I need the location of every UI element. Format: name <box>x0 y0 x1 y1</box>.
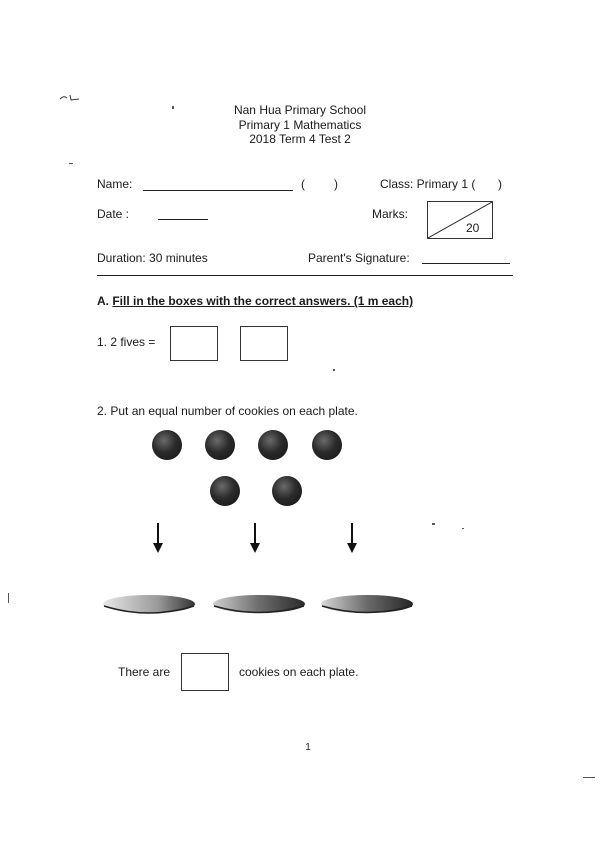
section-a-heading <box>97 294 413 308</box>
cookie-image <box>272 476 302 506</box>
scan-speck <box>333 369 335 371</box>
marks-label: Marks: <box>372 207 408 221</box>
index-open: ( <box>301 177 305 191</box>
scan-speck <box>69 163 73 164</box>
plate-image <box>102 590 197 620</box>
scan-speck <box>583 777 595 778</box>
duration-text: Duration: 30 minutes <box>97 251 208 265</box>
q1-answer-box-ones[interactable] <box>240 326 288 361</box>
plate-image <box>320 590 415 620</box>
scan-mark <box>58 92 84 102</box>
class-label: Class: Primary 1 ( <box>380 177 476 191</box>
cookie-image <box>152 430 182 460</box>
marks-diagonal <box>428 202 492 238</box>
header-divider <box>97 275 513 276</box>
marks-total: 20 <box>466 221 480 235</box>
scan-speck <box>462 528 464 529</box>
class-close: ) <box>498 177 502 191</box>
cookie-image <box>258 430 288 460</box>
cookie-image <box>205 430 235 460</box>
school-name: Nan Hua Primary School <box>233 103 367 117</box>
signature-field[interactable] <box>422 263 510 264</box>
section-a-prefix: A. <box>97 294 113 308</box>
q2-answer-suffix: cookies on each plate. <box>239 665 359 679</box>
q2-answer-prefix: There are <box>118 665 171 679</box>
test-title: 2018 Term 4 Test 2 <box>249 132 351 146</box>
plate-image <box>212 590 307 620</box>
signature-label: Parent's Signature: <box>308 251 410 265</box>
arrow-down-icon <box>250 523 260 553</box>
scan-speck <box>8 593 9 603</box>
arrow-down-icon <box>347 523 357 553</box>
q2-answer-box[interactable] <box>181 653 229 691</box>
page-number: 1 <box>305 742 311 753</box>
date-field[interactable] <box>158 219 208 220</box>
q1-answer-box-tens[interactable] <box>170 326 218 361</box>
date-label: Date : <box>97 207 130 221</box>
subject-title: Primary 1 Mathematics <box>238 118 362 132</box>
cookie-image <box>210 476 240 506</box>
cookie-image <box>312 430 342 460</box>
name-field[interactable] <box>143 190 293 191</box>
name-label: Name: <box>97 177 133 191</box>
question-1-text: 1. 2 fives = <box>97 335 156 349</box>
index-close: ) <box>334 177 338 191</box>
marks-box[interactable] <box>427 201 493 239</box>
scan-speck <box>432 523 435 525</box>
section-a-instruction: Fill in the boxes with the correct answers. (1 m each) <box>112 294 414 308</box>
question-2-text: 2. Put an equal number of cookies on each plate. <box>97 404 358 418</box>
arrow-down-icon <box>153 523 163 553</box>
